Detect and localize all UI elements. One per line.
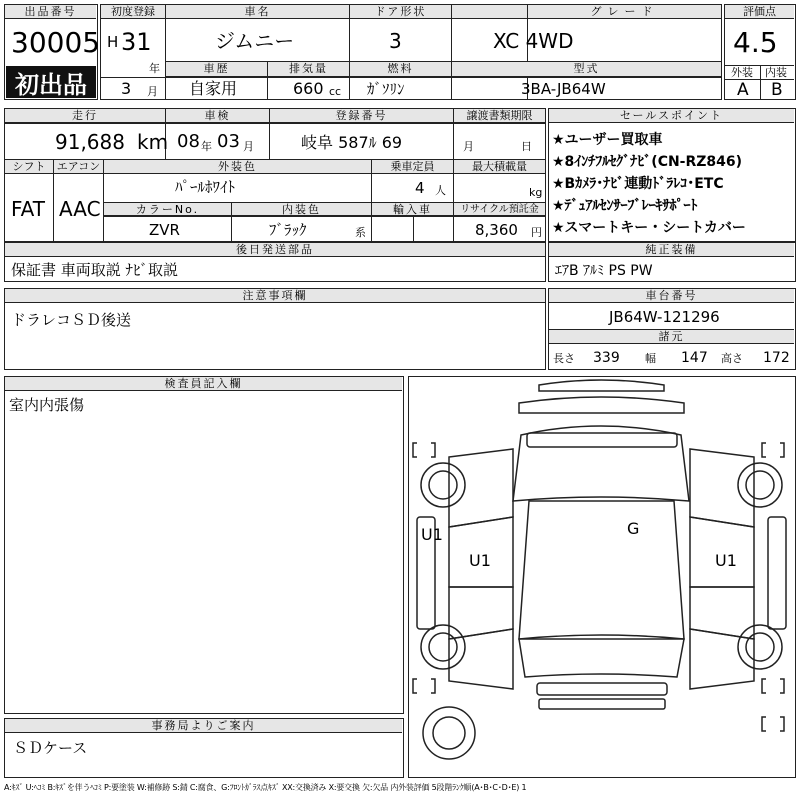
- color-no-label: カラーNo.: [104, 203, 231, 216]
- max-load-label: 最大積載量: [454, 160, 545, 174]
- car-diagram-box: [408, 376, 796, 778]
- shift-label: シフト: [5, 160, 53, 174]
- width-label: 幅: [645, 352, 656, 365]
- front-bumper-shape: [539, 380, 664, 391]
- length-value: 339: [593, 350, 620, 366]
- lot-number: 30005: [11, 26, 101, 59]
- grade-value: XC 4WD: [493, 29, 574, 53]
- right-front-wheel-shape: [738, 463, 782, 507]
- notes-value: ドラレコＳＤ後送: [11, 311, 132, 329]
- model-label: 型式: [452, 62, 721, 77]
- office-value: ＳＤケース: [13, 739, 88, 757]
- inspector-label: 検査員記入欄: [5, 377, 402, 391]
- damage-mark-left: U1: [421, 525, 443, 544]
- later-parts-label: 後日発送部品: [5, 243, 545, 257]
- fuel-area-filler: [452, 5, 527, 19]
- docs-month-unit: 月: [463, 140, 474, 153]
- damage-mark-front-right: U1: [715, 551, 737, 570]
- car-diagram: [409, 377, 794, 776]
- width-value: 147: [681, 350, 708, 366]
- inspection-year-unit: 年: [201, 140, 212, 153]
- displacement-label: 排気量: [268, 62, 349, 77]
- grade-label: グレード: [528, 5, 721, 19]
- bracket-left-bottom: [413, 679, 435, 693]
- reg-month-unit: 月: [147, 85, 158, 98]
- reg-era: H: [107, 33, 119, 51]
- recycle-label: リサイクル預託金: [454, 203, 545, 216]
- spec-grid: [4, 108, 546, 242]
- notes-label: 注意事項欄: [5, 289, 545, 303]
- history-label: 車歴: [166, 62, 267, 77]
- inspection-month: 03: [217, 131, 240, 152]
- chassis-value: JB64W-121296: [609, 308, 720, 326]
- score-label: 評価点: [725, 5, 794, 19]
- doors-value: 3: [389, 29, 402, 53]
- rear-bumper-shape: [539, 699, 665, 709]
- dims-label: 諸元: [549, 330, 794, 344]
- damage-mark-glass: G: [627, 519, 640, 538]
- roof-shape: [519, 501, 684, 639]
- mileage-unit: km: [137, 130, 169, 154]
- sales-points-box: [548, 108, 796, 242]
- doors-label: ドア形状: [350, 5, 451, 19]
- right-front-fender-shape: [690, 449, 754, 527]
- recycle-value: 8,360: [475, 221, 518, 239]
- genuine-value: ｴｱB ｱﾙﾐ PS PW: [555, 263, 653, 279]
- bracket-right-spare: [762, 717, 784, 731]
- spare-tire-shape: [423, 707, 475, 759]
- genuine-box: [548, 242, 796, 282]
- chassis-label: 車台番号: [549, 289, 794, 303]
- interior-label: 内装: [765, 66, 787, 79]
- interior-grade: B: [771, 80, 783, 100]
- left-front-fender-shape: [449, 449, 513, 527]
- inspection-label: 車検: [166, 109, 269, 123]
- legend-text: A:ｷｽﾞ U:ﾍｺﾐ B:ｷｽﾞを伴うﾍｺﾐ P:要塗装 W:補修跡 S:錆 C:腐食、G:ﾌﾛﾝﾄｶﾞﾗｽ点ｷｽﾞ XX:交換済み X:要交換 欠:欠品 内外装評価 5段階ﾗﾝｸ順(A･B･C･D･E) 1: [4, 783, 527, 792]
- ext-color-value: ﾊﾟｰﾙﾎﾜｲﾄ: [175, 178, 236, 196]
- chassis-box: [548, 288, 796, 370]
- score-box: [724, 4, 796, 100]
- docs-day-unit: 日: [521, 140, 532, 153]
- sales-point-1: ★ユーザー買取車: [552, 132, 663, 148]
- right-step-shape: [768, 517, 786, 629]
- reg-label: 初度登録: [101, 5, 165, 19]
- recycle-unit: 円: [531, 226, 542, 239]
- inspector-box: [4, 376, 404, 714]
- inspection-month-unit: 月: [243, 140, 254, 153]
- history-value: 自家用: [189, 79, 238, 98]
- office-label: 事務局よりご案内: [5, 719, 402, 733]
- bracket-left-top: [413, 443, 435, 457]
- fuel-value: ｶﾞｿﾘﾝ: [367, 80, 405, 98]
- height-label: 高さ: [721, 352, 743, 365]
- shift-value: FAT: [11, 197, 46, 221]
- aircon-value: AAC: [59, 197, 101, 221]
- reg-year-unit: 年: [149, 62, 160, 75]
- int-color-value: ﾌﾞﾗｯｸ: [269, 221, 307, 239]
- aircon-label: エアコン: [54, 160, 103, 174]
- fuel-label: 燃料: [350, 62, 451, 77]
- bracket-right-top: [762, 443, 784, 457]
- inspection-year: 08: [177, 131, 200, 152]
- exterior-label: 外装: [731, 66, 753, 79]
- int-color-label: 内装色: [232, 203, 371, 216]
- mileage-label: 走行: [5, 109, 165, 123]
- left-rear-wheel-shape: [421, 625, 465, 669]
- reg-month: 3: [121, 79, 132, 98]
- displacement-unit: cc: [329, 85, 342, 98]
- displacement-value: 660: [293, 79, 324, 98]
- plate-label: 登録番号: [270, 109, 453, 123]
- first-listing-badge: 初出品: [6, 66, 96, 98]
- model-value: 3BA-JB64W: [521, 80, 606, 98]
- genuine-label: 純正装備: [549, 243, 794, 257]
- later-parts-value: 保証書 車両取説 ﾅﾋﾞ取説: [11, 261, 179, 279]
- docs-period-label: 譲渡書類期限: [454, 109, 545, 123]
- sales-point-4: ★ﾃﾞｭｱﾙｾﾝｻｰﾌﾞﾚｰｷｻﾎﾟｰﾄ: [552, 198, 698, 214]
- height-value: 172: [763, 350, 790, 366]
- mileage-value: 91,688: [55, 130, 125, 154]
- reg-year: 31: [121, 28, 152, 56]
- windshield-top-shape: [527, 433, 677, 447]
- lot-label: 出品番号: [5, 5, 96, 19]
- capacity-unit: 人: [435, 184, 446, 197]
- left-front-wheel-shape: [421, 463, 465, 507]
- left-rear-fender-shape: [449, 629, 513, 689]
- exterior-grade: A: [737, 80, 749, 100]
- sales-points-label: セールスポイント: [549, 109, 794, 123]
- rear-window-shape: [519, 635, 684, 677]
- int-color-suffix: 系: [355, 226, 366, 239]
- bracket-right-bottom: [762, 679, 784, 693]
- ext-color-label: 外装色: [104, 160, 371, 174]
- damage-mark-front-left: U1: [469, 551, 491, 570]
- score-value: 4.5: [733, 26, 778, 59]
- sales-point-5: ★スマートキー・シートカバー: [552, 220, 746, 236]
- max-load-unit: kg: [529, 186, 543, 199]
- sales-point-3: ★Bｶﾒﾗ･ﾅﾋﾞ連動ﾄﾞﾗﾚｺ･ETC: [552, 176, 724, 192]
- notes-box: [4, 288, 546, 370]
- car-name-label: 車名: [166, 5, 349, 19]
- right-rear-fender-shape: [690, 629, 754, 689]
- sales-point-2: ★8ｲﾝﾁﾌﾙｾｸﾞﾅﾋﾞ(CN-RZ846): [552, 154, 743, 170]
- car-name: ジムニー: [215, 29, 295, 53]
- hood-shape: [513, 426, 689, 501]
- inspector-value: 室内内張傷: [9, 396, 85, 414]
- length-label: 長さ: [553, 352, 575, 365]
- header-grid: [100, 4, 722, 100]
- office-box: [4, 718, 404, 778]
- rear-panel-shape: [537, 683, 667, 695]
- capacity-label: 乗車定員: [372, 160, 453, 174]
- color-no-value: ZVR: [149, 221, 180, 239]
- import-label: 輸入車: [372, 203, 453, 216]
- plate-value: 岐阜 587ﾙ 69: [301, 133, 403, 152]
- capacity-value: 4: [415, 179, 425, 197]
- later-parts-box: [4, 242, 546, 282]
- hood-front-shape: [519, 397, 684, 413]
- right-rear-wheel-shape: [738, 625, 782, 669]
